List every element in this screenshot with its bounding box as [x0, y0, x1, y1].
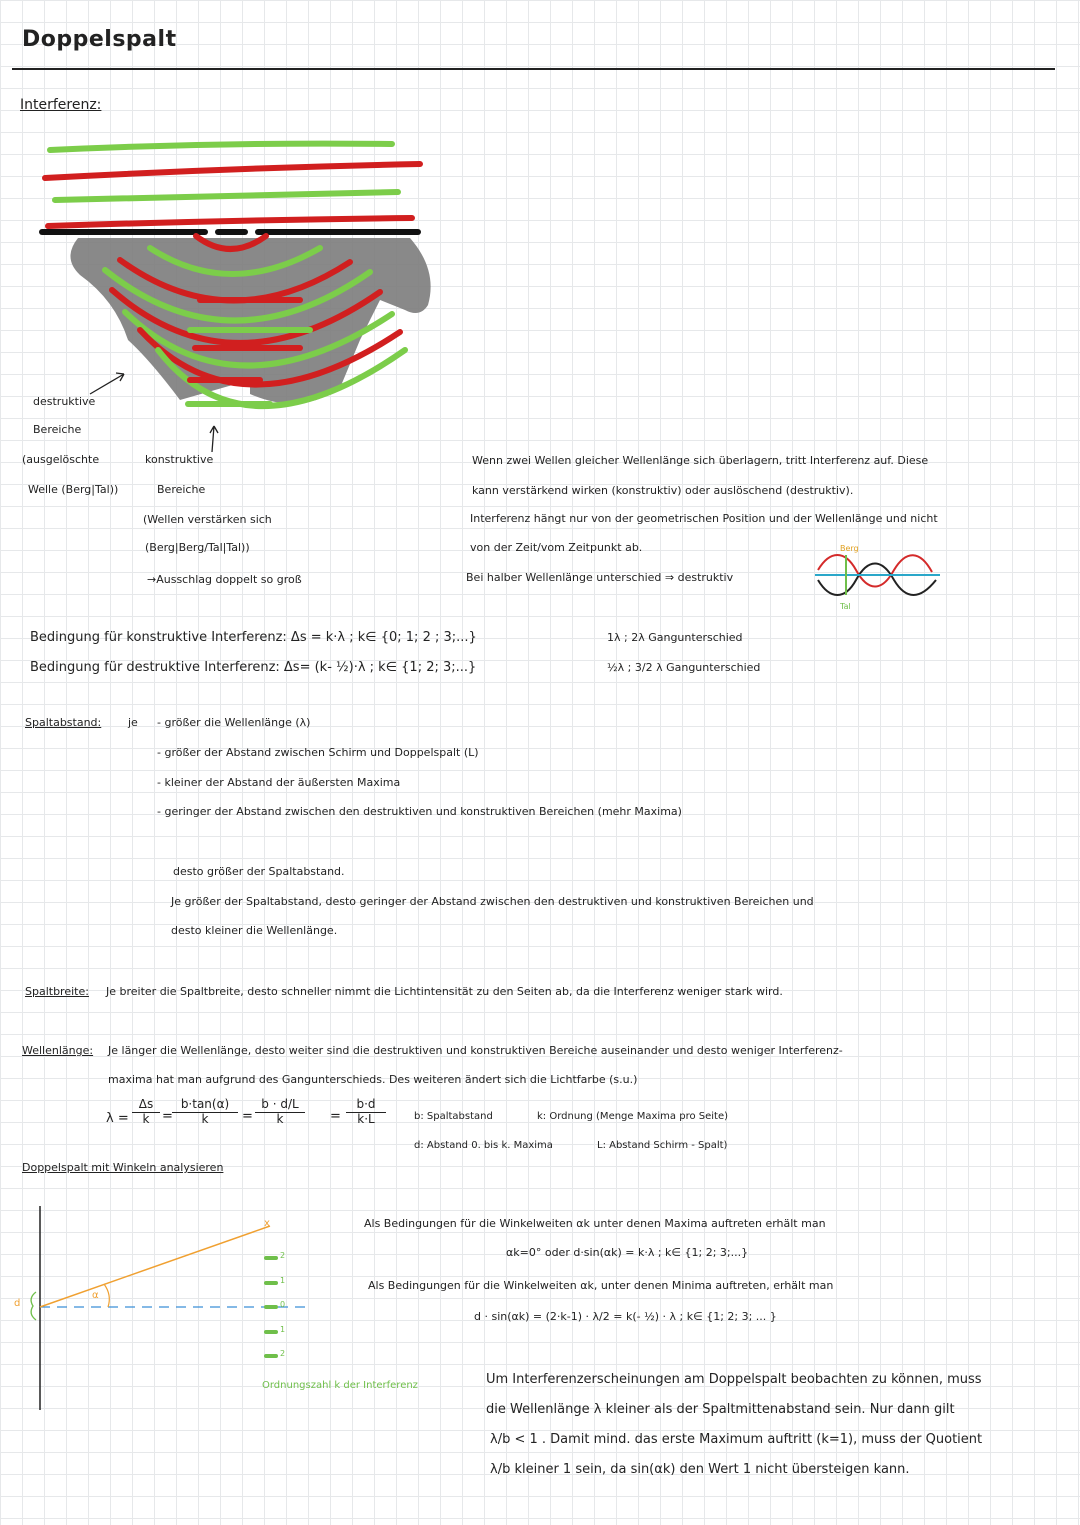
spaltabstand-item-2: - größer der Abstand zwischen Schirm und Doppelspalt (L)	[157, 746, 479, 759]
label-destruktiv-2: Bereiche	[33, 423, 82, 436]
spaltabstand-result-2: Je größer der Spaltabstand, desto geringer der Abstand zwischen den destruktiven und konstruktiven Bereichen und	[171, 895, 814, 908]
beobachtung-line-4: λ/b kleiner 1 sein, da sin(αk) den Wert 1 nicht übersteigen kann.	[490, 1462, 910, 1477]
interferenz-text-2: kann verstärkend wirken (konstruktiv) oder auslöschend (destruktiv).	[472, 484, 854, 497]
interferenz-text-1: Wenn zwei Wellen gleicher Wellenlänge sich überlagern, tritt Interferenz auf. Diese	[472, 454, 929, 467]
diagram-d: d	[14, 1298, 21, 1309]
spaltabstand-item-1: - größer die Wellenlänge (λ)	[157, 716, 311, 729]
bedingung-konstruktiv: Bedingung für konstruktive Interferenz: Δs = k·λ ; k∈ {0; 1; 2 ; 3;...}	[30, 630, 477, 645]
formula-frac-2: $\frac{b\cdot\tan(\alpha)}{k}$	[172, 1098, 238, 1127]
bedingung-destruktiv: Bedingung für destruktive Interferenz: Δs= (k- ½)·λ ; k∈ {1; 2; 3;...}	[30, 660, 477, 675]
maxima-line-1: Als Bedingungen für die Winkelweiten αk unter denen Maxima auftreten erhält man	[364, 1217, 826, 1230]
formula-frac-1: $\frac{\Delta s}{k}$	[132, 1098, 160, 1127]
formula-frac-4: $\frac{b\cdot d}{k\cdot L}$	[346, 1098, 386, 1127]
legend-k: k: Ordnung (Menge Maxima pro Seite)	[537, 1111, 729, 1122]
wave-tal-label: Tal	[840, 602, 851, 611]
spaltbreite-text: Je breiter die Spaltbreite, desto schneller nimmt die Lichtintensität zu den Seiten ab, da die Interferenz weniger stark wird.	[106, 985, 783, 998]
diagram-x: x	[264, 1218, 270, 1229]
formula-eq-3: =	[330, 1109, 341, 1124]
label-konstruktiv-1: konstruktive	[145, 453, 214, 466]
formula-frac-3: $\frac{b \cdot d/L}{k}$	[255, 1098, 305, 1127]
wellenlaenge-line-2: maxima hat man aufgrund des Gangunterschieds. Des weiteren ändert sich die Lichtfarbe (s.u.)	[108, 1073, 638, 1086]
ordnungszahl-label: Ordnungszahl k der Interferenz	[262, 1380, 418, 1391]
diagram-alpha: α	[92, 1290, 99, 1301]
formula-lambda: λ =	[106, 1111, 129, 1126]
order-label: 1	[280, 1325, 286, 1334]
order-label: 0	[280, 1300, 286, 1309]
beobachtung-line-2: die Wellenlänge λ kleiner als der Spaltmittenabstand sein. Nur dann gilt	[486, 1402, 955, 1417]
bedingung-note-1: 1λ ; 2λ Gangunterschied	[607, 631, 743, 644]
spaltabstand-heading: Spaltabstand:	[25, 716, 102, 729]
order-label: 2	[280, 1251, 286, 1260]
formula-eq-2: =	[242, 1109, 253, 1124]
minima-line-2: d · sin(αk) = (2·k-1) · λ/2 = k(- ½) · λ ; k∈ {1; 2; 3; ... }	[474, 1310, 777, 1323]
legend-L: L: Abstand Schirm - Spalt)	[597, 1140, 728, 1151]
order-label: 2	[280, 1349, 286, 1358]
spaltbreite-heading: Spaltbreite:	[25, 985, 89, 998]
beobachtung-line-1: Um Interferenzerscheinungen am Doppelspalt beobachten zu können, muss	[486, 1372, 982, 1387]
label-destruktiv-3: (ausgelöschte	[22, 453, 100, 466]
wellenlaenge-heading: Wellenlänge:	[22, 1044, 94, 1057]
formula-eq-1: =	[162, 1109, 173, 1124]
legend-d: d: Abstand 0. bis k. Maxima	[414, 1140, 553, 1151]
label-destruktiv-1: destruktive	[33, 395, 96, 408]
minima-line-1: Als Bedingungen für die Winkelweiten αk, unter denen Minima auftreten, erhält man	[368, 1279, 834, 1292]
label-konstruktiv-4: (Berg|Berg/Tal|Tal))	[145, 541, 250, 554]
wave-berg-label: Berg	[840, 544, 859, 553]
beobachtung-line-3: λ/b < 1 . Damit mind. das erste Maximum auftritt (k=1), muss der Quotient	[490, 1432, 983, 1447]
label-destruktiv-4: Welle (Berg|Tal))	[28, 483, 119, 496]
maxima-line-2: αk=0° oder d·sin(αk) = k·λ ; k∈ {1; 2; 3;...}	[506, 1246, 749, 1259]
label-konstruktiv-5: →Ausschlag doppelt so groß	[147, 573, 302, 586]
order-label: 1	[280, 1276, 286, 1285]
bedingung-note-2: ½λ ; 3/2 λ Gangunterschied	[607, 661, 761, 674]
interferenz-text-4: von der Zeit/vom Zeitpunkt ab.	[470, 541, 643, 554]
label-konstruktiv-2: Bereiche	[157, 483, 206, 496]
interferenz-text-3: Interferenz hängt nur von der geometrischen Position und der Wellenlänge und nicht	[470, 512, 938, 525]
legend-b: b: Spaltabstand	[414, 1111, 493, 1122]
winkel-heading: Doppelspalt mit Winkeln analysieren	[22, 1161, 224, 1174]
spaltabstand-item-4: - geringer der Abstand zwischen den destruktiven und konstruktiven Bereichen (mehr Maxima)	[157, 805, 682, 818]
page-title: Doppelspalt	[22, 27, 177, 52]
spaltabstand-je: je	[128, 716, 138, 729]
interferenz-text-5: Bei halber Wellenlänge unterschied ⇒ destruktiv	[466, 571, 734, 584]
label-konstruktiv-3: (Wellen verstärken sich	[143, 513, 272, 526]
spaltabstand-result-1: desto größer der Spaltabstand.	[173, 865, 345, 878]
spaltabstand-result-3: desto kleiner die Wellenlänge.	[171, 924, 338, 937]
spaltabstand-item-3: - kleiner der Abstand der äußersten Maxima	[157, 776, 401, 789]
wellenlaenge-line-1: Je länger die Wellenlänge, desto weiter sind die destruktiven und konstruktiven Bereiche auseinander und desto weniger Interferenz-	[108, 1044, 843, 1057]
interferenz-heading: Interferenz:	[20, 97, 102, 113]
